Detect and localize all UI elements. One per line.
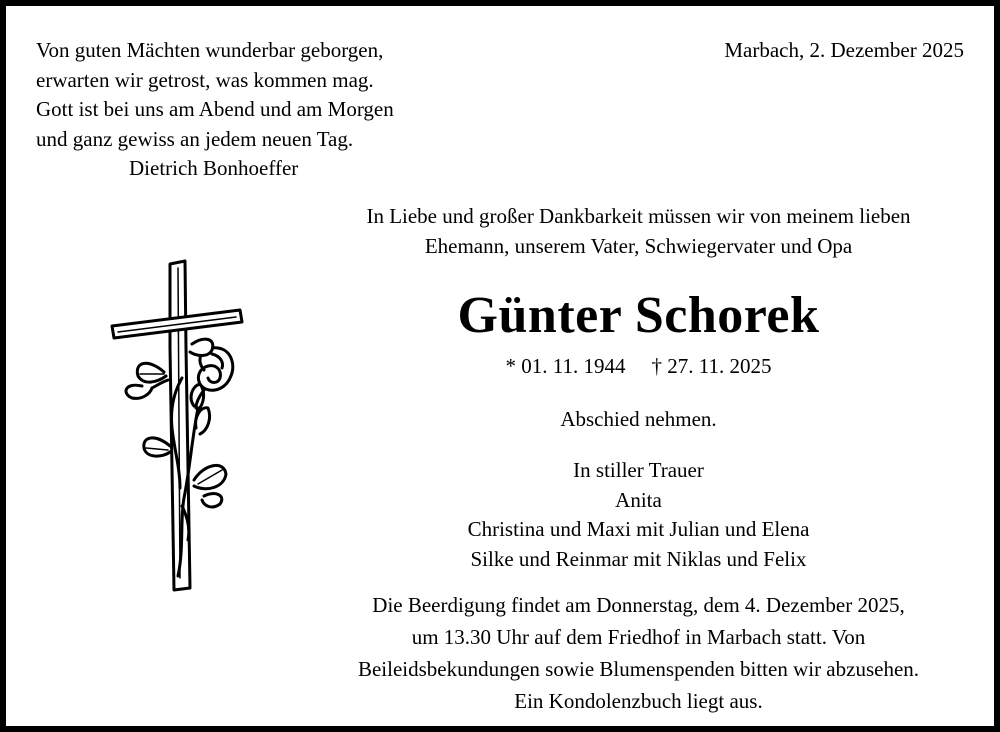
life-dates xyxy=(306,351,971,381)
poem-line: und ganz gewiss an jedem neuen Tag. xyxy=(36,126,354,151)
farewell-text: Abschied nehmen. xyxy=(560,407,717,431)
poem-quote xyxy=(36,36,394,184)
funeral-line: Beileidsbekundungen sowie Blumenspenden bitten wir abzusehen. xyxy=(357,657,920,681)
mourners-line: In stiller Trauer xyxy=(573,458,704,482)
mourners-line: Anita xyxy=(615,487,662,512)
intro-text xyxy=(306,202,971,261)
cross-with-rose-icon xyxy=(108,258,248,598)
funeral-line: um 13.30 Uhr auf dem Friedhof in Marbach statt. Von xyxy=(411,625,866,649)
intro-line: Ehemann, unserem Vater, Schwiegervater und Opa xyxy=(424,233,853,258)
birth-date: * 01. 11. 1944 xyxy=(505,354,626,378)
poem-author: Dietrich Bonhoeffer xyxy=(129,156,299,180)
mourners-list xyxy=(306,456,971,574)
mourners-line: Silke und Reinmar mit Niklas und Felix xyxy=(470,546,807,571)
funeral-line: Ein Kondolenzbuch liegt aus. xyxy=(514,689,763,713)
poem-line: erwarten wir getrost, was kommen mag. xyxy=(36,67,374,92)
intro-line: In Liebe und großer Dankbarkeit müssen wir von meinem lieben xyxy=(366,204,911,228)
poem-line: Von guten Mächten wunderbar geborgen, xyxy=(36,38,384,62)
funeral-info xyxy=(306,589,971,717)
place-date: Marbach, 2. Dezember 2025 xyxy=(724,38,964,62)
death-date: † 27. 11. 2025 xyxy=(651,354,772,378)
deceased-name: Günter Schorek xyxy=(457,287,820,344)
poem-line: Gott ist bei uns am Abend und am Morgen xyxy=(36,97,394,121)
mourners-line: Christina und Maxi mit Julian und Elena xyxy=(467,517,810,541)
funeral-line: Die Beerdigung findet am Donnerstag, dem 4. Dezember 2025, xyxy=(372,593,905,617)
